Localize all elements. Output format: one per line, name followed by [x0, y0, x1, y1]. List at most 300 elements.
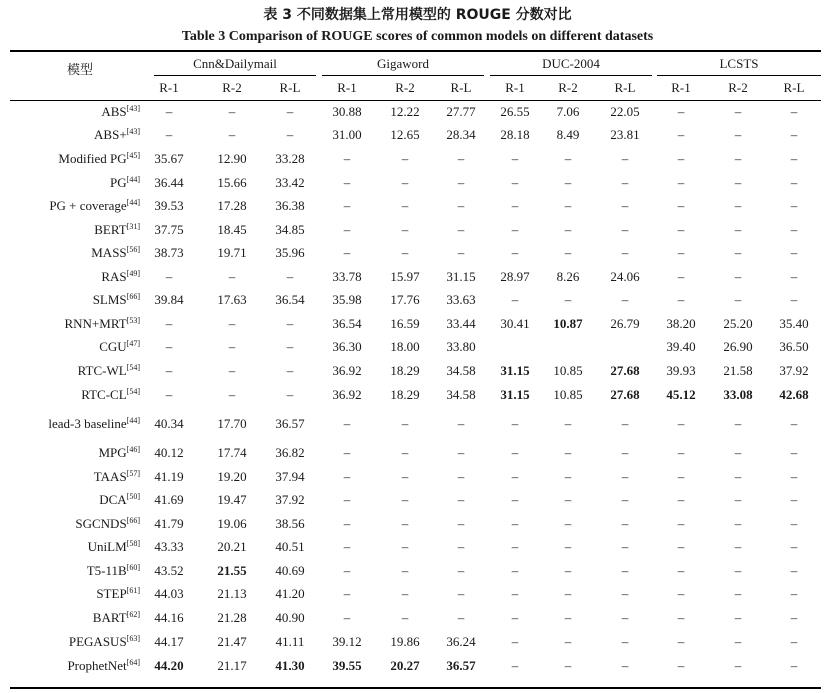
empty-cell-dash: – [734, 175, 742, 190]
empty-cell-dash: – [457, 151, 465, 166]
empty-cell-dash: – [457, 492, 465, 507]
model-label: RTC-WL [77, 363, 127, 378]
empty-cell-dash: – [734, 539, 742, 554]
empty-cell-dash: – [734, 469, 742, 484]
empty-cell-dash: – [790, 416, 798, 431]
model-label: RTC-CL [81, 387, 127, 402]
empty-cell-dash: – [677, 610, 685, 625]
model-name [10, 127, 140, 143]
score-cell: 36.92 [332, 387, 362, 402]
empty-cell-dash: – [165, 387, 173, 402]
score-cell: 31.00 [332, 127, 362, 142]
score-cell: 34.85 [275, 222, 305, 237]
empty-cell-dash: – [621, 658, 629, 673]
empty-cell-dash: – [564, 516, 572, 531]
citation-ref: [44] [126, 175, 140, 184]
empty-cell-dash: – [511, 416, 519, 431]
empty-cell-dash: – [343, 445, 351, 460]
empty-cell-dash: – [343, 469, 351, 484]
empty-cell-dash: – [677, 634, 685, 649]
score-cell: 21.55 [217, 563, 247, 578]
score-cell: 39.55 [332, 658, 362, 673]
score-cell: 18.29 [390, 387, 420, 402]
empty-cell-dash: – [457, 516, 465, 531]
score-cell: 36.82 [275, 445, 305, 460]
empty-cell-dash: – [401, 516, 409, 531]
model-name [10, 104, 140, 120]
score-cell: 36.57 [446, 658, 476, 673]
score-cell: 15.97 [390, 269, 420, 284]
model-name [10, 269, 140, 285]
empty-cell-dash: – [621, 539, 629, 554]
empty-cell-dash: – [343, 416, 351, 431]
score-cell: 26.79 [610, 316, 640, 331]
score-cell: 17.70 [217, 416, 247, 431]
score-cell: 20.21 [217, 539, 247, 554]
empty-cell-dash: – [790, 586, 798, 601]
model-name [10, 416, 140, 432]
empty-cell-dash: – [621, 292, 629, 307]
empty-cell-dash: – [677, 175, 685, 190]
citation-ref: [47] [126, 339, 140, 348]
empty-cell-dash: – [165, 269, 173, 284]
citation-ref: [60] [126, 563, 140, 572]
empty-cell-dash: – [457, 610, 465, 625]
citation-ref: [44] [126, 198, 140, 207]
score-cell: 39.12 [332, 634, 362, 649]
score-cell: 7.06 [556, 104, 580, 119]
metric-header-r-l: R-L [450, 80, 472, 95]
empty-cell-dash: – [343, 586, 351, 601]
score-cell: 35.98 [332, 292, 362, 307]
model-name [10, 198, 140, 214]
empty-cell-dash: – [790, 539, 798, 554]
empty-cell-dash: – [511, 292, 519, 307]
citation-ref: [63] [126, 634, 140, 643]
empty-cell-dash: – [564, 586, 572, 601]
metric-header-r-1: R-1 [671, 80, 691, 95]
empty-cell-dash: – [564, 634, 572, 649]
empty-cell-dash: – [790, 222, 798, 237]
score-cell: 36.38 [275, 198, 305, 213]
empty-cell-dash: – [790, 610, 798, 625]
score-cell: 12.90 [217, 151, 247, 166]
empty-cell-dash: – [564, 539, 572, 554]
empty-cell-dash: – [790, 245, 798, 260]
group-underline-duc [490, 75, 652, 76]
empty-cell-dash: – [343, 610, 351, 625]
empty-cell-dash: – [564, 245, 572, 260]
empty-cell-dash: – [343, 151, 351, 166]
empty-cell-dash: – [511, 516, 519, 531]
model-name [10, 175, 140, 191]
empty-cell-dash: – [511, 492, 519, 507]
score-cell: 41.19 [154, 469, 184, 484]
score-cell: 41.20 [275, 586, 305, 601]
model-label: PEGASUS [68, 634, 127, 649]
score-cell: 26.90 [723, 339, 753, 354]
model-label: lead-3 baseline [48, 416, 127, 431]
score-cell: 33.08 [723, 387, 753, 402]
empty-cell-dash: – [677, 586, 685, 601]
score-cell: 28.18 [500, 127, 530, 142]
empty-cell-dash: – [621, 416, 629, 431]
model-label: T5-11B [86, 563, 127, 578]
score-cell: 23.81 [610, 127, 640, 142]
empty-cell-dash: – [790, 127, 798, 142]
score-cell: 40.12 [154, 445, 184, 460]
empty-cell-dash: – [228, 104, 236, 119]
empty-cell-dash: – [401, 175, 409, 190]
empty-cell-dash: – [228, 363, 236, 378]
empty-cell-dash: – [564, 222, 572, 237]
score-cell: 8.49 [556, 127, 580, 142]
empty-cell-dash: – [165, 127, 173, 142]
score-cell: 18.29 [390, 363, 420, 378]
empty-cell-dash: – [401, 245, 409, 260]
empty-cell-dash: – [734, 222, 742, 237]
group-underline-cnn [154, 75, 316, 76]
metric-header-r-1: R-1 [505, 80, 525, 95]
empty-cell-dash: – [165, 363, 173, 378]
model-label: CGU [99, 339, 127, 354]
score-cell: 35.67 [154, 151, 184, 166]
score-cell: 39.40 [666, 339, 696, 354]
empty-cell-dash: – [401, 222, 409, 237]
empty-cell-dash: – [457, 175, 465, 190]
score-cell: 40.34 [154, 416, 184, 431]
model-label: ABS+ [94, 127, 127, 142]
empty-cell-dash: – [677, 539, 685, 554]
score-cell: 21.28 [217, 610, 247, 625]
empty-cell-dash: – [677, 198, 685, 213]
score-cell: 27.68 [610, 387, 640, 402]
empty-cell-dash: – [621, 610, 629, 625]
model-label: STEP [96, 586, 127, 601]
score-cell: 21.47 [217, 634, 247, 649]
empty-cell-dash: – [511, 563, 519, 578]
metric-header-r-2: R-2 [728, 80, 748, 95]
score-cell: 36.24 [446, 634, 476, 649]
citation-ref: [43] [126, 127, 140, 136]
empty-cell-dash: – [790, 151, 798, 166]
score-cell: 44.03 [154, 586, 184, 601]
score-cell: 19.06 [217, 516, 247, 531]
score-cell: 18.45 [217, 222, 247, 237]
empty-cell-dash: – [790, 292, 798, 307]
empty-cell-dash: – [511, 151, 519, 166]
empty-cell-dash: – [286, 363, 294, 378]
empty-cell-dash: – [401, 563, 409, 578]
table-caption-chinese: 表 3 不同数据集上常用模型的 ROUGE 分数对比 [263, 7, 572, 23]
empty-cell-dash: – [457, 469, 465, 484]
score-cell: 34.58 [446, 387, 476, 402]
header-rule [10, 100, 821, 101]
empty-cell-dash: – [621, 492, 629, 507]
score-cell: 39.84 [154, 292, 184, 307]
score-cell: 20.27 [390, 658, 420, 673]
empty-cell-dash: – [677, 269, 685, 284]
empty-cell-dash: – [286, 269, 294, 284]
score-cell: 35.40 [779, 316, 809, 331]
empty-cell-dash: – [790, 634, 798, 649]
model-name [10, 539, 140, 555]
model-name [10, 316, 140, 332]
empty-cell-dash: – [677, 151, 685, 166]
score-cell: 36.92 [332, 363, 362, 378]
empty-cell-dash: – [621, 445, 629, 460]
empty-cell-dash: – [401, 198, 409, 213]
model-name [10, 634, 140, 650]
empty-cell-dash: – [790, 104, 798, 119]
empty-cell-dash: – [790, 269, 798, 284]
model-name [10, 658, 140, 674]
score-cell: 19.20 [217, 469, 247, 484]
score-cell: 12.65 [390, 127, 420, 142]
score-cell: 37.92 [779, 363, 809, 378]
score-cell: 12.22 [390, 104, 420, 119]
empty-cell-dash: – [734, 151, 742, 166]
empty-cell-dash: – [165, 104, 173, 119]
model-label: BART [92, 610, 127, 625]
empty-cell-dash: – [401, 416, 409, 431]
empty-cell-dash: – [457, 563, 465, 578]
empty-cell-dash: – [511, 175, 519, 190]
score-cell: 33.80 [446, 339, 476, 354]
model-name [10, 222, 140, 238]
score-cell: 40.51 [275, 539, 305, 554]
empty-cell-dash: – [401, 539, 409, 554]
empty-cell-dash: – [511, 445, 519, 460]
score-cell: 36.57 [275, 416, 305, 431]
score-cell: 15.66 [217, 175, 247, 190]
citation-ref: [50] [126, 492, 140, 501]
empty-cell-dash: – [677, 658, 685, 673]
empty-cell-dash: – [343, 198, 351, 213]
empty-cell-dash: – [734, 292, 742, 307]
empty-cell-dash: – [511, 586, 519, 601]
model-name [10, 245, 140, 261]
model-name [10, 445, 140, 461]
empty-cell-dash: – [677, 222, 685, 237]
metric-header-r-1: R-1 [337, 80, 357, 95]
empty-cell-dash: – [621, 516, 629, 531]
score-cell: 16.59 [390, 316, 420, 331]
empty-cell-dash: – [343, 563, 351, 578]
score-cell: 19.71 [217, 245, 247, 260]
empty-cell-dash: – [790, 175, 798, 190]
table-caption-english: Table 3 Comparison of ROUGE scores of common models on different datasets [181, 29, 654, 44]
score-cell: 44.17 [154, 634, 184, 649]
score-cell: 39.53 [154, 198, 184, 213]
score-cell: 43.52 [154, 563, 184, 578]
empty-cell-dash: – [621, 634, 629, 649]
empty-cell-dash: – [228, 339, 236, 354]
empty-cell-dash: – [401, 469, 409, 484]
empty-cell-dash: – [343, 222, 351, 237]
score-cell: 36.44 [154, 175, 184, 190]
empty-cell-dash: – [734, 586, 742, 601]
group-header-gigaword: Gigaword [377, 56, 429, 71]
empty-cell-dash: – [511, 634, 519, 649]
empty-cell-dash: – [401, 586, 409, 601]
empty-cell-dash: – [511, 198, 519, 213]
empty-cell-dash: – [564, 563, 572, 578]
score-cell: 26.55 [500, 104, 530, 119]
empty-cell-dash: – [790, 198, 798, 213]
score-cell: 40.90 [275, 610, 305, 625]
model-name [10, 387, 140, 403]
citation-ref: [49] [126, 269, 140, 278]
group-underline-lcsts [657, 75, 821, 76]
model-label: BERT [94, 222, 127, 237]
citation-ref: [43] [126, 104, 140, 113]
score-cell: 22.05 [610, 104, 640, 119]
score-cell: 17.76 [390, 292, 420, 307]
empty-cell-dash: – [343, 245, 351, 260]
empty-cell-dash: – [457, 539, 465, 554]
score-cell: 38.20 [666, 316, 696, 331]
empty-cell-dash: – [621, 175, 629, 190]
model-label: SGCNDS [75, 516, 127, 531]
empty-cell-dash: – [511, 658, 519, 673]
model-label: SLMS [92, 292, 127, 307]
empty-cell-dash: – [734, 610, 742, 625]
model-label: Modified PG [58, 151, 127, 166]
score-cell: 33.63 [446, 292, 476, 307]
model-name [10, 610, 140, 626]
group-header-duc-2004: DUC-2004 [542, 56, 600, 71]
score-cell: 17.74 [217, 445, 247, 460]
top-rule [10, 50, 821, 52]
score-cell: 33.42 [275, 175, 305, 190]
model-label: MPG [98, 445, 127, 460]
score-cell: 27.68 [610, 363, 640, 378]
empty-cell-dash: – [621, 469, 629, 484]
citation-ref: [54] [126, 363, 140, 372]
empty-cell-dash: – [286, 127, 294, 142]
score-cell: 41.69 [154, 492, 184, 507]
score-cell: 41.79 [154, 516, 184, 531]
score-cell: 45.12 [666, 387, 696, 402]
empty-cell-dash: – [621, 245, 629, 260]
score-cell: 36.30 [332, 339, 362, 354]
citation-ref: [57] [126, 469, 140, 478]
citation-ref: [61] [126, 586, 140, 595]
empty-cell-dash: – [564, 292, 572, 307]
model-name [10, 516, 140, 532]
empty-cell-dash: – [790, 445, 798, 460]
empty-cell-dash: – [511, 469, 519, 484]
score-cell: 30.88 [332, 104, 362, 119]
citation-ref: [58] [126, 539, 140, 548]
citation-ref: [66] [126, 292, 140, 301]
empty-cell-dash: – [677, 416, 685, 431]
empty-cell-dash: – [677, 104, 685, 119]
empty-cell-dash: – [734, 445, 742, 460]
model-name [10, 363, 140, 379]
empty-cell-dash: – [621, 563, 629, 578]
empty-cell-dash: – [564, 658, 572, 673]
empty-cell-dash: – [228, 127, 236, 142]
citation-ref: [66] [126, 516, 140, 525]
citation-ref: [44] [126, 416, 140, 425]
empty-cell-dash: – [401, 492, 409, 507]
empty-cell-dash: – [457, 222, 465, 237]
score-cell: 19.86 [390, 634, 420, 649]
empty-cell-dash: – [677, 245, 685, 260]
empty-cell-dash: – [286, 316, 294, 331]
empty-cell-dash: – [734, 563, 742, 578]
model-label: UniLM [87, 539, 127, 554]
metric-header-r-l: R-L [614, 80, 636, 95]
empty-cell-dash: – [621, 198, 629, 213]
score-cell: 28.97 [500, 269, 530, 284]
metric-header-r-l: R-L [783, 80, 805, 95]
score-cell: 37.92 [275, 492, 305, 507]
empty-cell-dash: – [677, 469, 685, 484]
group-underline-gigaword [322, 75, 484, 76]
empty-cell-dash: – [734, 198, 742, 213]
model-name [10, 586, 140, 602]
score-cell: 21.13 [217, 586, 247, 601]
empty-cell-dash: – [677, 127, 685, 142]
model-label: MASS [91, 245, 127, 260]
model-name [10, 292, 140, 308]
empty-cell-dash: – [401, 445, 409, 460]
score-cell: 37.75 [154, 222, 184, 237]
row-header-label: 模型 [66, 62, 93, 77]
empty-cell-dash: – [677, 445, 685, 460]
empty-cell-dash: – [790, 658, 798, 673]
empty-cell-dash: – [286, 339, 294, 354]
score-cell: 44.16 [154, 610, 184, 625]
empty-cell-dash: – [790, 469, 798, 484]
empty-cell-dash: – [286, 387, 294, 402]
model-name [10, 563, 140, 579]
empty-cell-dash: – [457, 198, 465, 213]
empty-cell-dash: – [790, 492, 798, 507]
empty-cell-dash: – [165, 316, 173, 331]
score-cell: 8.26 [556, 269, 580, 284]
score-cell: 10.87 [553, 316, 583, 331]
model-label: PG + coverage [49, 198, 127, 213]
score-cell: 35.96 [275, 245, 305, 260]
empty-cell-dash: – [677, 563, 685, 578]
citation-ref: [31] [126, 222, 140, 231]
empty-cell-dash: – [457, 586, 465, 601]
empty-cell-dash: – [734, 127, 742, 142]
empty-cell-dash: – [734, 516, 742, 531]
empty-cell-dash: – [564, 151, 572, 166]
score-cell: 40.69 [275, 563, 305, 578]
empty-cell-dash: – [286, 104, 294, 119]
group-header-cnn-dailymail: Cnn&Dailymail [193, 56, 277, 71]
model-label: PG [110, 175, 127, 190]
empty-cell-dash: – [564, 416, 572, 431]
empty-cell-dash: – [228, 387, 236, 402]
score-cell: 21.58 [723, 363, 753, 378]
citation-ref: [46] [126, 445, 140, 454]
empty-cell-dash: – [677, 492, 685, 507]
empty-cell-dash: – [165, 339, 173, 354]
empty-cell-dash: – [564, 198, 572, 213]
empty-cell-dash: – [564, 492, 572, 507]
empty-cell-dash: – [401, 151, 409, 166]
empty-cell-dash: – [401, 610, 409, 625]
model-name [10, 469, 140, 485]
citation-ref: [53] [126, 316, 140, 325]
